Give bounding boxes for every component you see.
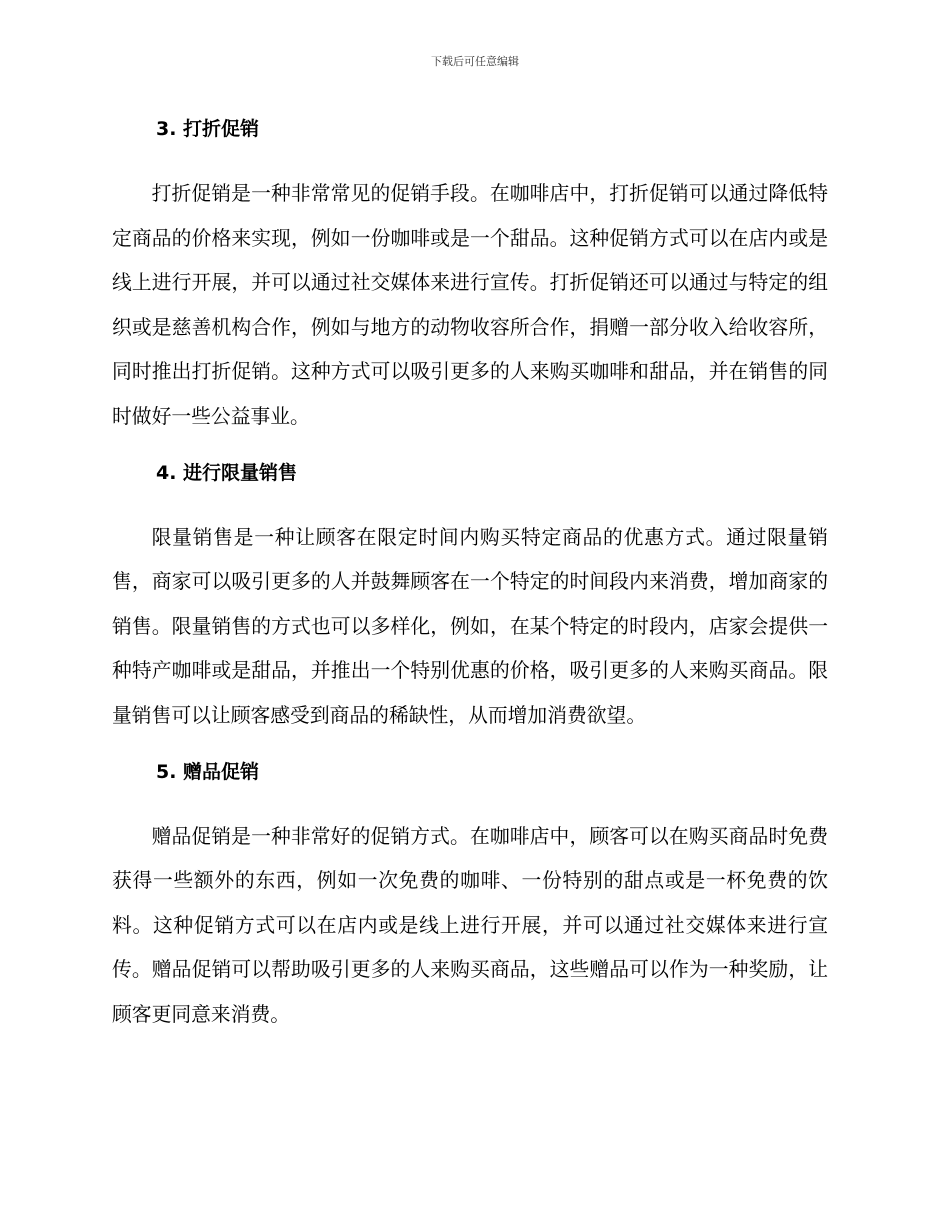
section-heading-discount: 3. 打折促销 — [156, 118, 260, 140]
section-paragraph-discount: 打折促销是一种非常常见的促销手段。在咖啡店中，打折促销可以通过降低特定商品的价格来实现，例如一份咖啡或是一个甜品。这种促销方式可以在店内或是线上进行开展，并可以通过社交媒体来进行宣传。打折促销还可以通过与特定的组织或是慈善机构合作，例如与地方的动物收容所合作，捐赠一部分收入给收容所，同时推出打折促销。这种方式可以吸引更多的人来购买咖啡和甜品，并在销售的同时做好一些公益事业。 — [112, 182, 828, 428]
page-header: 下载后可任意编辑 — [431, 55, 519, 68]
section-paragraph-limited-sale: 限量销售是一种让顾客在限定时间内购买特定商品的优惠方式。通过限量销售，商家可以吸引更多的人并鼓舞顾客在一个特定的时间段内来消费，增加商家的销售。限量销售的方式也可以多样化，例如，在某个特定的时段内，店家会提供一种特产咖啡或是甜品，并推出一个特别优惠的价格，吸引更多的人来购买商品。限量销售可以让顾客感受到商品的稀缺性，从而增加消费欲望。 — [112, 525, 828, 727]
section-heading-gift-promotion: 5. 赠品促销 — [156, 760, 260, 783]
section-paragraph-gift-promotion: 赠品促销是一种非常好的促销方式。在咖啡店中，顾客可以在购买商品时免费获得一些额外的东西，例如一次免费的咖啡、一份特别的甜点或是一杯免费的饮料。这种促销方式可以在店内或是线上进行开展，并可以通过社交媒体来进行宣传。赠品促销可以帮助吸引更多的人来购买商品，这些赠品可以作为一种奖励，让顾客更同意来消费。 — [112, 824, 828, 1026]
document-body — [112, 114, 828, 1056]
section-heading-limited-sale: 4. 进行限量销售 — [156, 461, 298, 484]
